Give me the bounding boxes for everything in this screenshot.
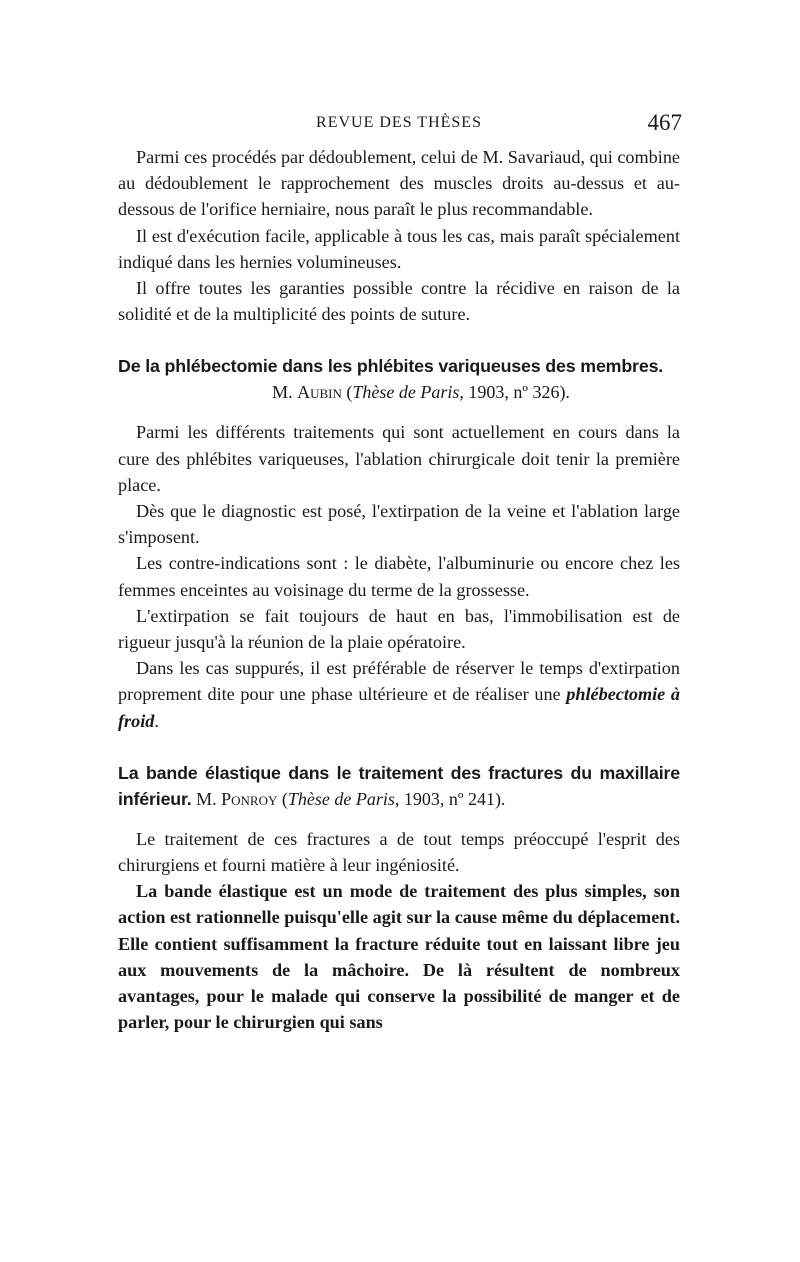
paragraph: L'extirpation se fait toujours de haut en bas, l'immobilisation est de rigueur jusqu'à la réunion de la plaie opératoire.	[118, 605, 680, 653]
running-title: REVUE DES THÈSES	[316, 114, 482, 131]
author-name: Aubin	[297, 382, 342, 403]
section-title: La bande élastique dans le traitement des fractures du maxillaire inférieur. M. Ponroy (Thèse de Paris, 1903, nº 241).	[118, 762, 680, 809]
author-name: Ponroy	[221, 788, 278, 809]
thesis-title: Thèse de Paris	[352, 382, 460, 403]
paragraph: Parmi les différents traitements qui sont actuellement en cours dans la cure des phlébites variqueuses, l'ablation chirurgicale doit tenir la première place.	[118, 422, 680, 495]
paragraph: La bande élastique est un mode de traitement des plus simples, son action est rationnelle puisqu'elle agit sur la cause même du déplacement. Elle contient suffisamment la fracture réduite tout en laissant libre jeu aux mouvements de la mâchoire. De là résultent de nombreux avantages, pour le malade qui conserve la possibilité de manger et de parler, pour le chirurgien qui sans	[118, 881, 680, 1033]
author-prefix: M.	[191, 788, 222, 809]
section-heading-phlebectomie	[118, 353, 680, 405]
section-body-bande-elastique	[118, 826, 680, 1036]
paragraph: Il offre toutes les garanties possible contre la récidive en raison de la solidité et de la multiplicité des points de suture.	[118, 278, 680, 325]
section-heading-bande-elastique	[118, 760, 680, 812]
paragraph: Le traitement de ces fractures a de tout temps préoccupé l'esprit des chirurgiens et fourni matière à leur ingéniosité.	[118, 828, 680, 876]
emphasis: phlébectomie à froid	[118, 684, 680, 731]
section-title	[118, 353, 680, 379]
paragraph-end: .	[154, 710, 159, 731]
section-title-text: De la phlébectomie dans les phlébites variqueuses des membres.	[118, 356, 664, 377]
thesis-title: Thèse de Paris	[287, 788, 395, 809]
page	[118, 112, 680, 1035]
paragraph: Dès que le diagnostic est posé, l'extirpation de la veine et l'ablation large s'imposent.	[118, 501, 680, 548]
paragraph: Il est d'exécution facile, applicable à tous les cas, mais paraît spécialement indiqué dans les hernies volumineuses.	[118, 225, 680, 272]
author-prefix: M.	[272, 382, 298, 403]
page-number: 467	[647, 110, 682, 135]
paragraph	[118, 655, 680, 734]
intro-text	[118, 144, 680, 327]
section-body-phlebectomie	[118, 419, 680, 733]
citation: M. Aubin (Thèse de Paris, 1903, nº 326).	[272, 382, 570, 403]
running-head	[118, 112, 680, 144]
paragraph: Les contre-indications sont : le diabète, l'albuminurie ou encore chez les femmes enceintes au voisinage du terme de la grossesse.	[118, 553, 680, 600]
paragraph: Parmi ces procédés par dédoublement, celui de M. Savariaud, qui combine au dédoublement le rapprochement des muscles droits au-dessus et au-dessous de l'orifice herniaire, nous paraît le plus recommandable.	[118, 147, 680, 220]
paragraph-text: Dans les cas suppurés, il est préférable de réserver le temps d'extirpation proprement dite pour une phase ultérieure et de réaliser une	[118, 658, 680, 705]
thesis-details: , 1903, nº 241).	[394, 788, 506, 809]
section-title-text: La bande élastique dans le traitement des fractures du maxillaire inférieur.	[118, 762, 680, 809]
thesis-details: , 1903, nº 326).	[459, 382, 570, 403]
